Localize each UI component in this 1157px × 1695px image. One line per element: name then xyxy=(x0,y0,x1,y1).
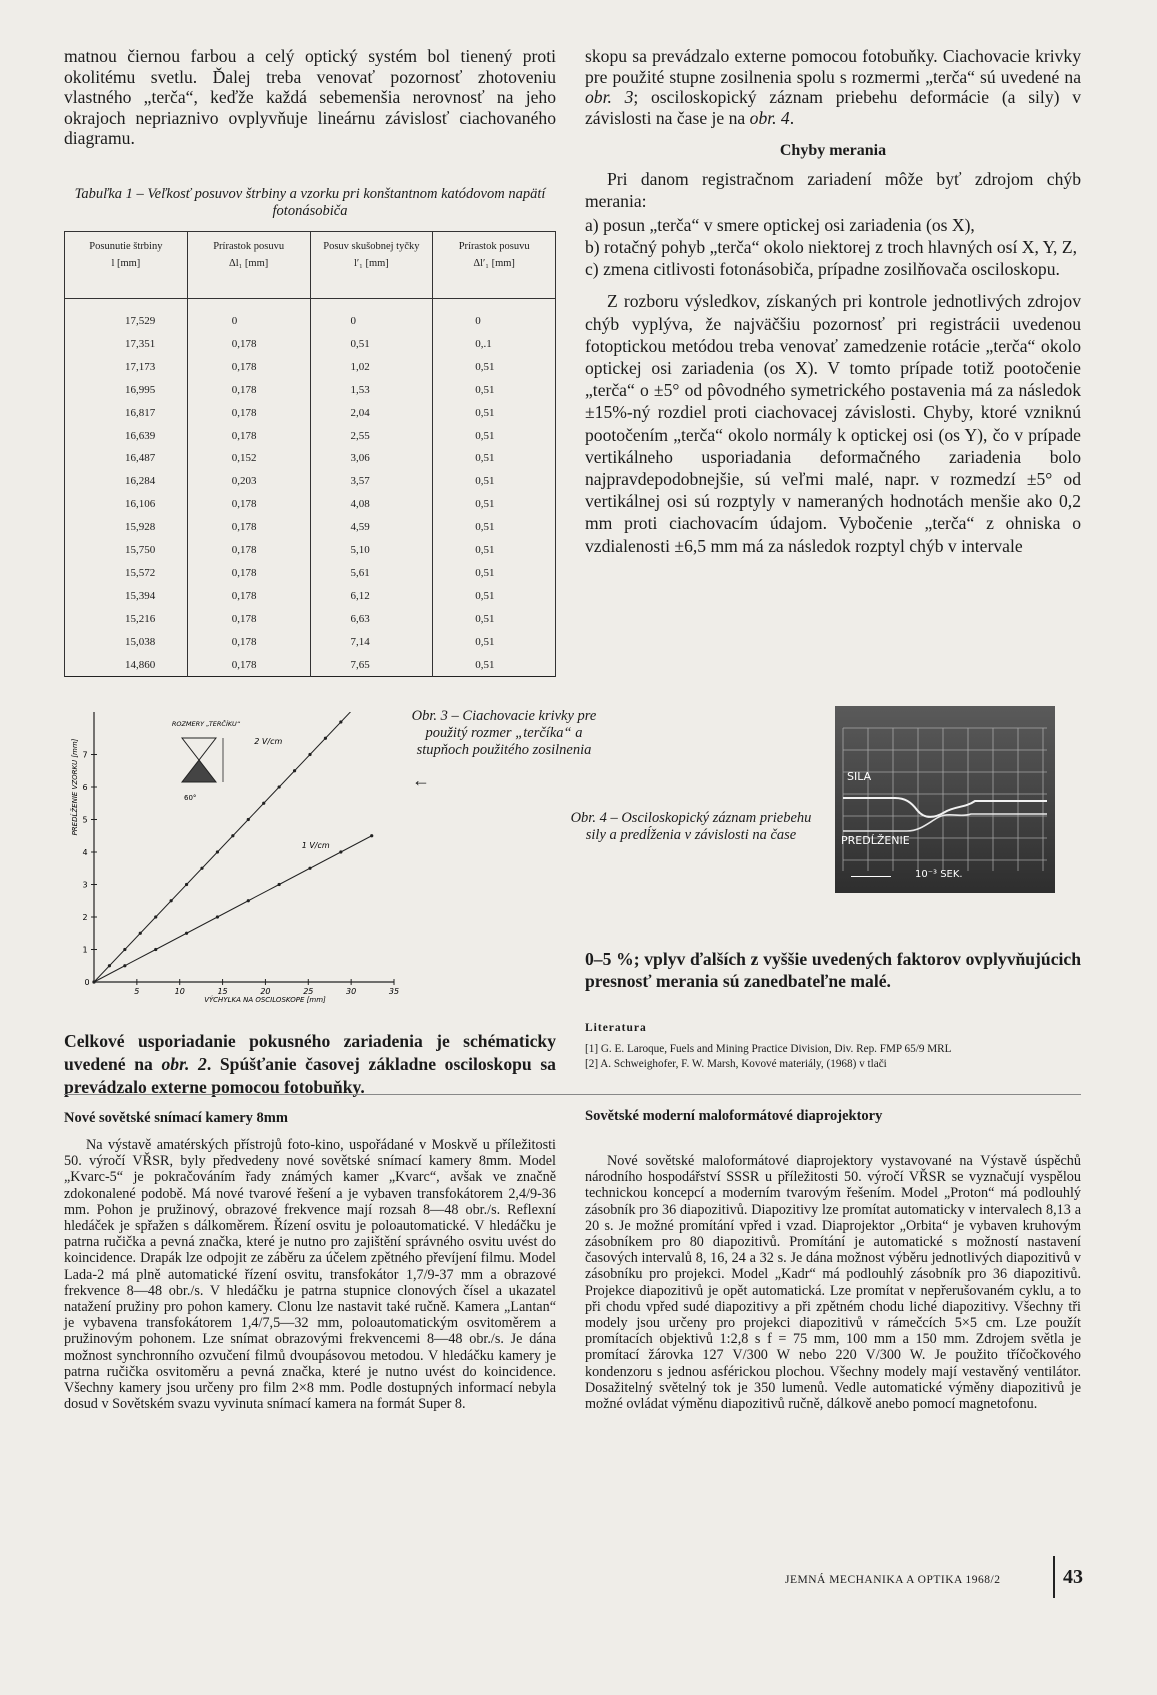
data-point xyxy=(262,802,265,805)
table-cell: 4,08 xyxy=(310,493,433,516)
table-cell: 4,59 xyxy=(310,516,433,539)
data-point xyxy=(339,720,342,723)
analysis-paragraph: Z rozboru výsledkov, získaných pri kontrole jednotlivých zdrojov chýb vyplýva, že najväčšiu pozornosť pri registrácii uvedenou fotoptickou metódou treba venovať zamedzenie rotácie „terča“ okolo optickej osi zariadenia (os X). V tomto prípade totiž pootočenie „terča“ o ±5° od pôvodného symetrického postavenia má za následok ±15%-ný rozdiel proti ciachovacej závislosti. Chyby, ktoré vzniknú pootočením „terča“ okolo normály k optickej osi (os Y), čo v prípade vertikálneho usporiadania deformačného zariadenia bolo najpravdepodobnejšie, sú veľmi malé, napr. v rozmedzí ±5° od vertikálnej osi sú rozptyly v nameraných hodnotách menšie ako 0,2 mm proti ciachovacím údajom. Vybočenie „terča“ z ohniska o vzdialenosti ±6,5 mm má za následok rozptyl chýb v intervale xyxy=(585,291,1081,556)
data-point xyxy=(247,818,250,821)
series-label: 1 V/cm xyxy=(301,840,330,850)
data-point xyxy=(154,915,157,918)
table-cell: 0,51 xyxy=(433,378,556,401)
table-cell: 0,178 xyxy=(187,516,310,539)
footer-separator xyxy=(1053,1556,1055,1598)
table-cell: 16,639 xyxy=(65,424,188,447)
table-row xyxy=(65,539,556,562)
data-point xyxy=(154,948,157,951)
conclusion-block xyxy=(585,948,1081,992)
table-cell: 2,04 xyxy=(310,401,433,424)
table-header-cell: Posuv skušobnej tyčky l′₁ [mm] xyxy=(310,232,433,299)
data-point xyxy=(324,737,327,740)
force-label: SILA xyxy=(847,770,872,783)
data-table xyxy=(64,231,556,677)
article-cameras xyxy=(64,1110,556,1412)
table-row xyxy=(65,333,556,356)
table-cell: 0 xyxy=(187,299,310,333)
data-point xyxy=(278,785,281,788)
table-cell: 6,63 xyxy=(310,607,433,630)
table-header-cell: Prírastok posuvu Δl₁ [mm] xyxy=(187,232,310,299)
table-cell: 16,817 xyxy=(65,401,188,424)
reference-item: [2] A. Schweighofer, F. W. Marsh, Kovové materiály, (1968) v tlači xyxy=(585,1058,887,1070)
left-column-bottom xyxy=(64,1030,556,1099)
table-cell: 0,51 xyxy=(433,539,556,562)
target-inset-icon xyxy=(182,738,216,760)
literature-block xyxy=(585,1022,1081,1072)
table-caption-text: Veľkosť posuvov štrbiny a vzorku pri konštantnom katódovom napätí fotonásobiča xyxy=(147,186,546,219)
table-cell: 1,53 xyxy=(310,378,433,401)
table-row xyxy=(65,355,556,378)
table-header-cell: Prírastok posuvu Δl′₁ [mm] xyxy=(433,232,556,299)
table-cell: 15,216 xyxy=(65,607,188,630)
table-row xyxy=(65,584,556,607)
table-row xyxy=(65,653,556,676)
article-cameras-body: Na výstavě amatérských přístrojů foto-kino, uspořádané v Moskvě u příležitosti 50. výročí VŘSR, byly předvedeny nové sovětské snímací kamery 8mm. Model „Kvarc-5“ je pokračováním řady známých kamer „Kvarc“, avšak ve značně zdokonalené podobě. Má nové tvarové řešení a je vybaven transfokátorem 2,4/9-36 mm. Pohon je pružinový, obrazové frekvence mají rozsah 8—48 obr./s. Reflexní hledáček je spřažen s dálkoměrem. Řízení osvitu je poloautomatické. V hledáčku je patrna ručička a pevná značka, které je nutno pro zajištění správného osvitu uvést do koincidence. Drapák lze odpojit ze záběru za účelem zpětného převíjení filmu. Model Lada-2 má plně automatické řízení osvitu, transfokátor 1,7/9-37 mm a obrazové frekvence 8—48 obr./s. V hledáčku je patrna stupnice clonových čísel a ukazatel natažení pružiny pro pohon kamery. Clonu lze nastavit také ručně. Kamera „Lantan“ je vybavena transfokátorem 1,4/7,5—32 mm, poloautomatickým osvitoměrem a pružinovým pohonem. Lze snímat obrazovými frekvencemi 8—48 obr./s. Je dána možnost synchronního ozvučení filmů dvoupásovou metodou. V hledáčku kamery je patrna ručička osvitoměru a pevná značka, které je nutno uvést do koincidence. Všechny kamery jsou určeny pro film 2×8 mm. Podle dostupných informací nebyla dosud v Sovětském svazu vyvinuta snímací kamera na formát Super 8. xyxy=(64,1137,556,1413)
table-cell: 5,61 xyxy=(310,561,433,584)
data-point xyxy=(308,867,311,870)
table-row xyxy=(65,561,556,584)
table-cell: 0,178 xyxy=(187,561,310,584)
table-cell: 0,51 xyxy=(433,355,556,378)
y-tick-label: 1 xyxy=(82,945,88,955)
x-tick-label: 20 xyxy=(260,987,271,996)
table-body xyxy=(65,299,556,677)
table-cell: 0,178 xyxy=(187,333,310,356)
data-point xyxy=(370,834,373,837)
table-cell: 0,178 xyxy=(187,355,310,378)
table-cell: 17,173 xyxy=(65,355,188,378)
x-axis-title: VÝCHYLKA NA OSCILOSKOPE [mm] xyxy=(204,996,326,1004)
chart-title: ROZMERY „TERČÍKU“ xyxy=(171,720,241,728)
data-point xyxy=(231,834,234,837)
table-cell: 0,51 xyxy=(310,333,433,356)
table-cell: 16,106 xyxy=(65,493,188,516)
table-cell: 0,178 xyxy=(187,630,310,653)
right-column xyxy=(585,46,1081,557)
table-cell: 0,51 xyxy=(433,401,556,424)
table-cell: 0,51 xyxy=(433,561,556,584)
table-cell: 17,529 xyxy=(65,299,188,333)
table-row xyxy=(65,299,556,333)
table-cell: 0,51 xyxy=(433,424,556,447)
conclusion-paragraph: 0–5 %; vplyv ďalších z vyššie uvedených faktorov ovplyvňujúcich presnosť merania sú zanedbateľne malé. xyxy=(585,949,1081,991)
journal-footer: JEMNÁ MECHANIKA A OPTIKA 1968/2 xyxy=(785,1574,1001,1586)
timescale-bar xyxy=(851,876,891,877)
data-point xyxy=(308,753,311,756)
table-cell: 0,.1 xyxy=(433,333,556,356)
reference-item: [1] G. E. Laroque, Fuels and Mining Practice Division, Div. Rep. FMP 65/9 MRL xyxy=(585,1043,952,1055)
table-cell: 3,06 xyxy=(310,447,433,470)
table-row xyxy=(65,424,556,447)
data-point xyxy=(247,899,250,902)
x-tick-label: 35 xyxy=(388,987,400,996)
figure4-caption: Obr. 4 – Osciloskopický záznam priebehu sily a predĺženia v závislosti na čase xyxy=(570,810,812,843)
table-cell: 0,178 xyxy=(187,424,310,447)
page-number: 43 xyxy=(1063,1566,1083,1588)
table-cell: 0 xyxy=(310,299,433,333)
y-tick-label: 4 xyxy=(82,848,88,857)
calibration-chart xyxy=(64,712,404,1010)
table-cell: 16,995 xyxy=(65,378,188,401)
data-point xyxy=(170,899,173,902)
data-point xyxy=(339,850,342,853)
article-projectors xyxy=(585,1108,1081,1412)
table-cell: 0,178 xyxy=(187,493,310,516)
data-point xyxy=(278,883,281,886)
arrow-left-icon: ← xyxy=(412,770,430,790)
table-cell: 16,284 xyxy=(65,470,188,493)
x-tick-label: 25 xyxy=(303,987,314,996)
table-cell: 15,750 xyxy=(65,539,188,562)
timescale-label: 10⁻³ SEK. xyxy=(915,869,963,880)
x-tick-label: 30 xyxy=(346,987,357,996)
list-item: b) rotačný pohyb „terča“ okolo niektorej z troch hlavných osí X, Y, Z, xyxy=(585,237,1077,258)
data-point xyxy=(185,883,188,886)
table-cell: 0,51 xyxy=(433,516,556,539)
table-row xyxy=(65,493,556,516)
y-tick-label: 3 xyxy=(82,880,88,890)
article-projectors-body: Nové sovětské maloformátové diaprojektory vystavované na Výstavě úspěchů národního hospodářství SSSR u příležitosti 50. výročí VŘSR se vyznačují vyspělou technickou koncepcí a moderním tvarovým řešením. Model „Proton“ má podlouhlý zásobník pro 36 diapozitivů. Diapozitivy lze promítat automaticky v intervalech 8,13 a 20 s. Je možné promítání vpřed i vzad. Diaprojektor „Orbita“ je vybaven kruhovým zásobníkem pro 80 diapozitivů. Promítání je automatické s možností nastavení časových intervalů 8, 16, 24 a 32 s. Je dána možnost výběru jednotlivých diapozitivů v zásobníku pro projekci. Model „Kadr“ má podlouhlý zásobník pro 36 diapozitivů. Projekce diapozitivů je opět automatická. Lze promítat v nepřerušovaném cyklu, a to při chodu vpřed sudé diapozitivy a při zpětném chodu liché diapozitivy. Všechny tři modely jsou určeny pro projekci diapozitivů v rámečcích 5×5 cm. Lze použít promítacích objektivů 1:2,8 s f = 75 mm, 100 mm a 150 mm. Zdrojem světla je promítací žárovka 127 V/300 W nebo 220 V/300 W. Je použito tříčočkového kondenzoru s jednou asférickou plochou. Všechny modely mají vestavěný ventilátor. Dosažitelný světelný tok je 350 lumenů. Vedle automatické výměny diapozitivů je možné ovládat výměnu diapozitivů ručně, dálkově anebo pomocí magnetofonu. xyxy=(585,1153,1081,1413)
table-row xyxy=(65,630,556,653)
article-cameras-title: Nové sovětské snímací kamery 8mm xyxy=(64,1110,288,1126)
intro-paragraph: matnou čiernou farbou a celý optický systém bol tienený proti okolitému svetlu. Ďalej treba venovať pozornosť zhotoveniu vlastného „terča“, keďže každá sebemenšia nerovnosť na jeho okrajoch nepriaznivo ovplyvňuje lineárnu závislosť ciachovaného diagramu. xyxy=(64,46,556,149)
table-cell: 17,351 xyxy=(65,333,188,356)
left-column-top xyxy=(64,46,556,149)
table-cell: 0,203 xyxy=(187,470,310,493)
table-cell: 6,12 xyxy=(310,584,433,607)
setup-paragraph: Celkové usporiadanie pokusného zariadenia je schématicky uvedené na obr. 2. Spúšťanie časovej základne osciloskopu sa prevádzalo externe pomocou fotobuňky. xyxy=(64,1031,556,1097)
table-cell: 0,51 xyxy=(433,447,556,470)
table-cell: 0,51 xyxy=(433,630,556,653)
target-angle-label: 60° xyxy=(184,794,197,802)
table-cell: 0,51 xyxy=(433,607,556,630)
target-inset-icon xyxy=(182,760,216,782)
table-header-row xyxy=(65,232,556,299)
x-tick-label: 5 xyxy=(134,987,140,996)
data-point xyxy=(108,964,111,967)
table-cell: 0,178 xyxy=(187,607,310,630)
data-point xyxy=(123,964,126,967)
data-point xyxy=(200,867,203,870)
divider xyxy=(64,1094,1081,1095)
table-cell: 15,928 xyxy=(65,516,188,539)
elongation-label: PREDĹŽENIE xyxy=(841,834,910,847)
list-item: a) posun „terča“ v smere optickej osi zariadenia (os X), xyxy=(585,215,975,236)
y-tick-label: 2 xyxy=(82,913,88,922)
errors-list xyxy=(585,214,1081,280)
table-cell: 0 xyxy=(433,299,556,333)
table-header-cell: Posunutie štrbiny l [mm] xyxy=(65,232,188,299)
table-cell: 7,14 xyxy=(310,630,433,653)
table-cell: 5,10 xyxy=(310,539,433,562)
data-point xyxy=(216,850,219,853)
data-point xyxy=(139,932,142,935)
table-cell: 1,02 xyxy=(310,355,433,378)
y-tick-label: 7 xyxy=(82,750,88,760)
series-line xyxy=(94,836,372,982)
origin-label: 0 xyxy=(84,978,90,987)
literature-title: Literatura xyxy=(585,1022,647,1034)
y-axis-title: PREDĹŽENIE VZORKU [mm] xyxy=(71,738,79,836)
table-cell: 7,65 xyxy=(310,653,433,676)
table-caption-label: Tabuľka 1 – xyxy=(74,186,148,202)
figure4-caption-block xyxy=(564,810,818,844)
table-cell: 0,178 xyxy=(187,653,310,676)
data-point xyxy=(123,948,126,951)
table-cell: 14,860 xyxy=(65,653,188,676)
table-row xyxy=(65,470,556,493)
data-point xyxy=(92,980,95,983)
article-projectors-title: Sovětské moderní maloformátové diaprojektory xyxy=(585,1108,883,1124)
table-cell: 0,152 xyxy=(187,447,310,470)
figure3-caption: Obr. 3 – Ciachovacie krivky pre použitý rozmer „terčíka“ a stupňoch použitého zosilnenia xyxy=(411,708,597,758)
table-cell: 16,487 xyxy=(65,447,188,470)
x-tick-label: 10 xyxy=(174,987,185,996)
table-cell: 3,57 xyxy=(310,470,433,493)
table-row xyxy=(65,378,556,401)
data-point xyxy=(185,932,188,935)
table-caption xyxy=(64,186,556,220)
table-cell: 0,178 xyxy=(187,401,310,424)
y-tick-label: 5 xyxy=(82,815,88,825)
table-cell: 15,038 xyxy=(65,630,188,653)
oscilloscope-photo xyxy=(835,706,1055,893)
x-tick-label: 15 xyxy=(217,987,228,996)
series-label: 2 V/cm xyxy=(254,736,283,746)
table-cell: 0,178 xyxy=(187,584,310,607)
table-row xyxy=(65,447,556,470)
section-heading: Chyby merania xyxy=(779,142,887,160)
y-tick-label: 6 xyxy=(82,783,88,792)
figure3-caption-block xyxy=(404,708,604,759)
errors-intro: Pri danom registračnom zariadení môže byť zdrojom chýb merania: xyxy=(585,169,1081,212)
table-cell: 15,572 xyxy=(65,561,188,584)
table-cell: 2,55 xyxy=(310,424,433,447)
table-cell: 0,51 xyxy=(433,493,556,516)
table-cell: 0,178 xyxy=(187,539,310,562)
table-cell: 15,394 xyxy=(65,584,188,607)
data-point xyxy=(216,915,219,918)
data-point xyxy=(293,769,296,772)
table-row xyxy=(65,607,556,630)
table-cell: 0,51 xyxy=(433,584,556,607)
right-top-paragraph: skopu sa prevádzalo externe pomocou fotobuňky. Ciachovacie krivky pre použité stupne zosilnenia spolu s rozmermi „terča“ sú uvedené na obr. 3; osciloskopický záznam priebehu deformácie (a sily) v závislosti na čase je na obr. 4. xyxy=(585,46,1081,128)
list-item: c) zmena citlivosti fotonásobiča, prípadne zosilňovača osciloskopu. xyxy=(585,259,1060,280)
table-cell: 0,51 xyxy=(433,470,556,493)
table-cell: 0,178 xyxy=(187,378,310,401)
table-row xyxy=(65,401,556,424)
table-row xyxy=(65,516,556,539)
table-cell: 0,51 xyxy=(433,653,556,676)
